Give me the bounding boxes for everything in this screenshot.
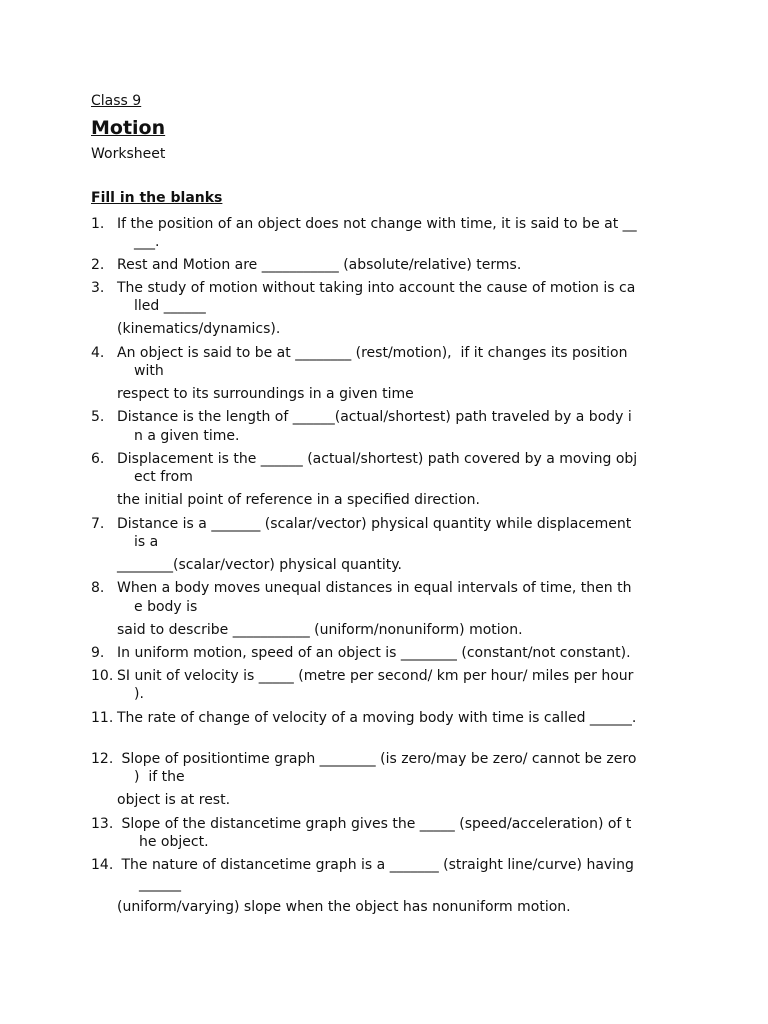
question-number: 10. [91, 668, 114, 684]
question-number: 7. [91, 516, 105, 532]
question-text: An object is said to be at ________ (rest/motion), if it changes its position [117, 345, 628, 361]
question-text-continuation: (kinematics/dynamics). [117, 321, 281, 337]
question-text-continuation: respect to its surroundings in a given time [117, 386, 414, 402]
question-text-continuation: ______ [139, 876, 181, 892]
question-text: The nature of distancetime graph is a _______ (straight line/curve) having [117, 857, 634, 873]
question-text: The rate of change of velocity of a moving body with time is called ______. [117, 710, 637, 726]
document-subtitle: Worksheet [91, 146, 166, 162]
question-text-continuation: ) if the [134, 769, 185, 785]
section-heading: Fill in the blanks [91, 190, 223, 206]
question-number: 2. [91, 257, 105, 273]
question-text-continuation: object is at rest. [117, 792, 231, 808]
question-text: Rest and Motion are ___________ (absolute/relative) terms. [117, 257, 522, 273]
question-text: The study of motion without taking into account the cause of motion is ca [117, 280, 636, 296]
question-text: When a body moves unequal distances in equal intervals of time, then th [117, 580, 632, 596]
question-text: Displacement is the ______ (actual/shortest) path covered by a moving obj [117, 451, 638, 467]
question-number: 11. [91, 710, 114, 726]
question-text-continuation: with [134, 363, 164, 379]
question-text-continuation: is a [134, 534, 159, 550]
question-text-continuation: ________(scalar/vector) physical quantity. [117, 557, 402, 573]
class-label: Class 9 [91, 93, 142, 109]
question-text: Slope of positiontime graph ________ (is zero/may be zero/ cannot be zero [117, 751, 637, 767]
question-number: 12. [91, 751, 114, 767]
question-text: Distance is a _______ (scalar/vector) physical quantity while displacement [117, 516, 632, 532]
question-number: 4. [91, 345, 105, 361]
question-text-continuation: lled ______ [134, 298, 206, 314]
question-number: 8. [91, 580, 105, 596]
question-number: 3. [91, 280, 105, 296]
question-text-continuation: ). [134, 686, 144, 702]
question-text-continuation: (uniform/varying) slope when the object has nonuniform motion. [117, 899, 571, 915]
document-title: Motion [91, 117, 166, 139]
question-text: If the position of an object does not change with time, it is said to be at __ [117, 216, 637, 232]
question-number: 13. [91, 816, 114, 832]
question-text: Distance is the length of ______(actual/shortest) path traveled by a body i [117, 409, 632, 425]
question-text-continuation: e body is [134, 599, 198, 615]
question-text: Slope of the distancetime graph gives the _____ (speed/acceleration) of t [117, 816, 632, 832]
question-text-continuation: he object. [139, 834, 209, 850]
question-text-continuation: ___. [134, 234, 160, 250]
question-text-continuation: the initial point of reference in a specified direction. [117, 492, 480, 508]
question-text-continuation: n a given time. [134, 428, 240, 444]
question-number: 6. [91, 451, 105, 467]
question-number: 14. [91, 857, 114, 873]
question-text: In uniform motion, speed of an object is ________ (constant/not constant). [117, 645, 631, 661]
question-text: SI unit of velocity is _____ (metre per second/ km per hour/ miles per hour [117, 668, 634, 684]
question-number: 5. [91, 409, 105, 425]
question-text-continuation: said to describe ___________ (uniform/nonuniform) motion. [117, 622, 523, 638]
question-number: 1. [91, 216, 105, 232]
question-text-continuation: ect from [134, 469, 193, 485]
question-number: 9. [91, 645, 105, 661]
